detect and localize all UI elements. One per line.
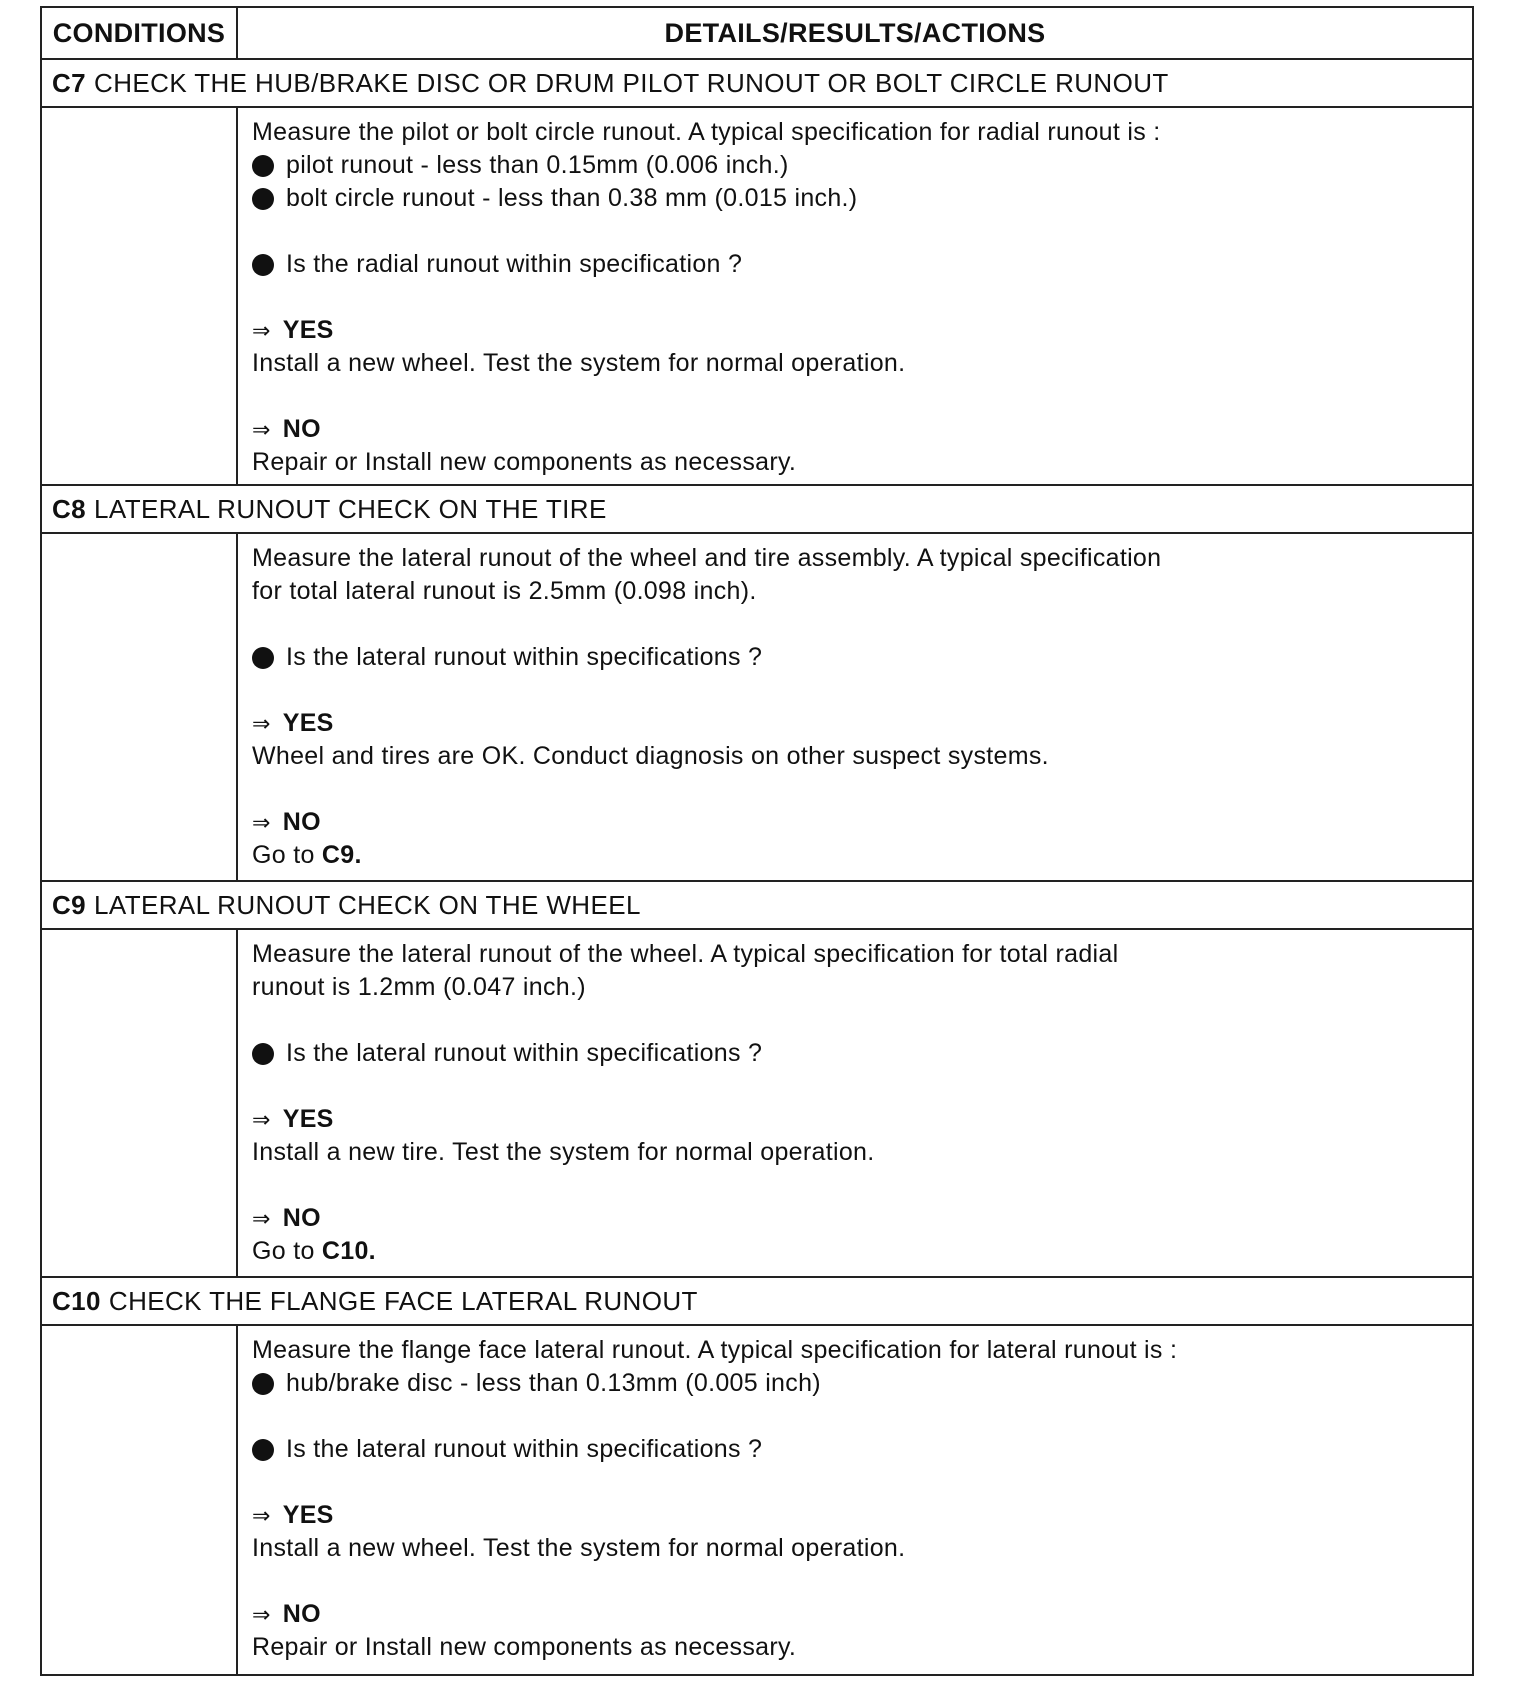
intro-text: for total lateral runout is 2.5mm (0.098 inch).	[252, 577, 757, 605]
intro-text: Measure the lateral runout of the wheel and tire assembly. A typical specification	[252, 544, 1162, 572]
section-title-text: CHECK THE FLANGE FACE LATERAL RUNOUT	[108, 1285, 698, 1316]
question-text: Is the lateral runout within specifications ?	[286, 1435, 763, 1463]
conditions-cell	[42, 930, 238, 1276]
section-title-text: LATERAL RUNOUT CHECK ON THE WHEEL	[94, 889, 641, 920]
bullet-icon	[252, 188, 274, 210]
bullet-item	[252, 1367, 1458, 1400]
question-text: Is the radial runout within specification ?	[286, 250, 743, 278]
question-text: Is the lateral runout within specifications ?	[286, 643, 763, 671]
yes-label: ⇒ YES	[252, 1105, 334, 1133]
yes-label: ⇒ YES	[252, 316, 334, 344]
implies-arrow-icon: ⇒	[252, 1206, 271, 1231]
details-cell	[238, 1326, 1472, 1674]
question	[252, 248, 1458, 281]
no-label: ⇒ NO	[252, 808, 321, 836]
bullet-icon	[252, 254, 274, 276]
no-text: Go to C10.	[252, 1237, 376, 1265]
diagnostic-table	[40, 6, 1474, 1676]
bullet-text: hub/brake disc - less than 0.13mm (0.005 inch)	[286, 1369, 821, 1397]
conditions-cell	[42, 1326, 238, 1674]
implies-arrow-icon: ⇒	[252, 711, 271, 736]
no-text: Repair or Install new components as necessary.	[252, 1633, 797, 1661]
details-cell	[238, 108, 1472, 484]
reference-link: C10.	[321, 1237, 376, 1265]
conditions-header: CONDITIONS	[42, 8, 238, 58]
yes-text: Wheel and tires are OK. Conduct diagnosis on other suspect systems.	[252, 742, 1049, 770]
yes-label: ⇒ YES	[252, 1501, 334, 1529]
reference-link: C9.	[321, 841, 362, 869]
section-code: C8	[52, 493, 87, 524]
section-title-c8	[42, 486, 1472, 534]
section-title-text: LATERAL RUNOUT CHECK ON THE TIRE	[94, 493, 607, 524]
question-text: Is the lateral runout within specifications ?	[286, 1039, 763, 1067]
bullet-icon	[252, 1373, 274, 1395]
details-header: DETAILS/RESULTS/ACTIONS	[664, 17, 1046, 48]
section-body-c10	[42, 1326, 1472, 1674]
section-body-c7	[42, 108, 1472, 486]
yes-text: Install a new wheel. Test the system for normal operation.	[252, 349, 906, 377]
implies-arrow-icon: ⇒	[252, 1107, 271, 1132]
bullet-text: pilot runout - less than 0.15mm (0.006 inch.)	[286, 151, 789, 179]
details-cell	[238, 534, 1472, 880]
no-label: ⇒ NO	[252, 1204, 321, 1232]
details-cell	[238, 930, 1472, 1276]
question	[252, 1433, 1458, 1466]
section-body-c8	[42, 534, 1472, 882]
implies-arrow-icon: ⇒	[252, 318, 271, 343]
intro-text: Measure the flange face lateral runout. A typical specification for lateral runout is :	[252, 1336, 1178, 1364]
conditions-cell	[42, 534, 238, 880]
no-text: Repair or Install new components as necessary.	[252, 448, 797, 476]
implies-arrow-icon: ⇒	[252, 1602, 271, 1627]
section-title-text: CHECK THE HUB/BRAKE DISC OR DRUM PILOT RUNOUT OR BOLT CIRCLE RUNOUT	[94, 67, 1169, 98]
section-code: C10	[52, 1285, 101, 1316]
bullet-text: bolt circle runout - less than 0.38 mm (0.015 inch.)	[286, 184, 858, 212]
no-label: ⇒ NO	[252, 1600, 321, 1628]
bullet-item	[252, 149, 1458, 182]
bullet-icon	[252, 155, 274, 177]
intro-text: Measure the pilot or bolt circle runout. A typical specification for radial runout is :	[252, 118, 1161, 146]
section-code: C7	[52, 67, 87, 98]
section-title-c10	[42, 1278, 1472, 1326]
implies-arrow-icon: ⇒	[252, 417, 271, 442]
no-label: ⇒ NO	[252, 415, 321, 443]
yes-label: ⇒ YES	[252, 709, 334, 737]
bullet-icon	[252, 1439, 274, 1461]
implies-arrow-icon: ⇒	[252, 1503, 271, 1528]
intro-text: Measure the lateral runout of the wheel. A typical specification for total radial	[252, 940, 1119, 968]
bullet-icon	[252, 647, 274, 669]
section-code: C9	[52, 889, 87, 920]
table-header	[42, 8, 1472, 60]
bullet-icon	[252, 1043, 274, 1065]
section-title-c9	[42, 882, 1472, 930]
yes-text: Install a new wheel. Test the system for normal operation.	[252, 1534, 906, 1562]
no-text: Go to C9.	[252, 841, 362, 869]
question	[252, 641, 1458, 674]
conditions-cell	[42, 108, 238, 484]
intro-text: runout is 1.2mm (0.047 inch.)	[252, 973, 586, 1001]
section-title-c7	[42, 60, 1472, 108]
implies-arrow-icon: ⇒	[252, 810, 271, 835]
question	[252, 1037, 1458, 1070]
section-body-c9	[42, 930, 1472, 1278]
bullet-item	[252, 182, 1458, 215]
yes-text: Install a new tire. Test the system for normal operation.	[252, 1138, 875, 1166]
